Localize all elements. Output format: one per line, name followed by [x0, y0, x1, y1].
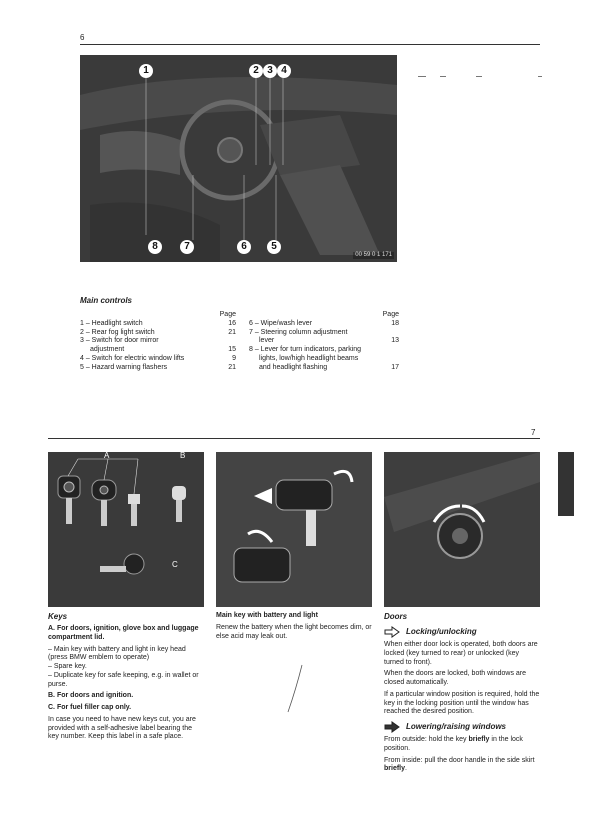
- control-item: 1 – Headlight switch 16: [80, 319, 236, 327]
- callout-5: 5: [267, 240, 281, 254]
- bottom-rule: [48, 438, 540, 439]
- figure-label-a: A: [104, 452, 110, 460]
- scan-mark: [418, 76, 426, 77]
- main-key-illustration: [216, 452, 372, 607]
- dashboard-photo: [80, 55, 397, 262]
- lowering-subtitle: Lowering/raising windows: [406, 722, 507, 731]
- top-rule: [80, 44, 540, 45]
- control-item: 6 – Wipe/wash lever 18: [249, 319, 399, 327]
- arrow-outline-icon: [384, 626, 400, 638]
- control-item: 8 – Lever for turn indicators, parking: [249, 346, 362, 353]
- keys-photo: [48, 452, 204, 607]
- door-lock-photo: [384, 452, 540, 607]
- callout-2: 2: [249, 64, 263, 78]
- control-item: and headlight flashing 17: [259, 363, 399, 371]
- main-key-title: Main key with battery and light: [216, 612, 318, 619]
- doors-p1: When either door lock is operated, both doors are locked (key turned to rear) or unlocked (key turned to front).: [384, 641, 538, 666]
- control-item: 7 – Steering column adjustment: [249, 328, 348, 336]
- page-header-right: Page: [382, 311, 399, 318]
- arrow-filled-icon: [384, 721, 400, 733]
- main-key-section: [216, 612, 372, 644]
- doors-title: Doors: [384, 612, 408, 621]
- scan-mark: [538, 76, 542, 77]
- callout-7: 7: [180, 240, 194, 254]
- control-item: 2 – Rear fog light switch 21: [80, 328, 236, 336]
- control-item: adjustment 15: [90, 346, 236, 353]
- figure-label-c: C: [172, 560, 178, 569]
- callout-8: 8: [148, 240, 162, 254]
- door-lock-illustration: [384, 452, 540, 607]
- callout-6: 6: [237, 240, 251, 254]
- main-controls-title: Main controls: [80, 296, 133, 305]
- callout-3: 3: [263, 64, 277, 78]
- callout-4: 4: [277, 64, 291, 78]
- controls-list-left: [80, 311, 236, 372]
- keys-list-item: – Main key with battery and light in key head (press BMW emblem to operate): [48, 645, 186, 662]
- doors-p4: From outside: hold the key briefly in the lock position.: [384, 736, 523, 752]
- main-key-body: Renew the battery when the light becomes dim, or else acid may leak out.: [216, 623, 372, 640]
- dashboard-illustration: [80, 55, 397, 262]
- keys-title: Keys: [48, 612, 68, 621]
- doors-p2: When the doors are locked, both windows are closed automatically.: [384, 670, 527, 686]
- keys-a: A. For doors, ignition, glove box and luggage compartment lid.: [48, 625, 199, 641]
- page-number-bottom: 7: [531, 428, 536, 437]
- scan-mark: [476, 76, 482, 77]
- control-item: 4 – Switch for electric window lifts 9: [80, 354, 236, 362]
- main-key-photo: [216, 452, 372, 607]
- doors-section: [384, 612, 540, 777]
- keys-list-item: – Spare key.: [48, 663, 87, 670]
- page-header-left: Page: [219, 311, 236, 318]
- controls-list-right: [249, 311, 399, 372]
- control-item: lights, low/high headlight beams: [259, 354, 359, 362]
- doors-p3: If a particular window position is required, hold the key in the locking position until the window has reached the desired position.: [384, 690, 540, 716]
- keys-body: In case you need to have new keys cut, you are provided with a self-adhesive label bearing the key number. Keep this label in a safe place.: [48, 715, 196, 741]
- locking-subtitle: Locking/unlocking: [406, 627, 477, 636]
- keys-section: [48, 612, 204, 745]
- keys-illustration: [48, 452, 204, 607]
- control-item: lever 13: [259, 337, 399, 345]
- keys-b: B. For doors and ignition.: [48, 692, 134, 700]
- figure-label-b: B: [180, 452, 186, 460]
- scan-mark: [440, 76, 446, 77]
- pen-stroke-mark: [286, 664, 304, 714]
- control-item: 5 – Hazard warning flashers 21: [80, 363, 236, 371]
- keys-c: C. For fuel filler cap only.: [48, 704, 132, 711]
- control-item: 3 – Switch for door mirror: [80, 337, 159, 345]
- doors-p5: From inside: pull the door handle in the side skirt briefly.: [384, 756, 535, 773]
- page-number-top: 6: [80, 33, 85, 42]
- figure-code: 00 59 0 1 171: [355, 251, 392, 258]
- chapter-tab: [558, 452, 574, 516]
- callout-1: 1: [139, 64, 153, 78]
- keys-list-item: – Duplicate key for safe keeping, e.g. in wallet or purse.: [48, 671, 199, 688]
